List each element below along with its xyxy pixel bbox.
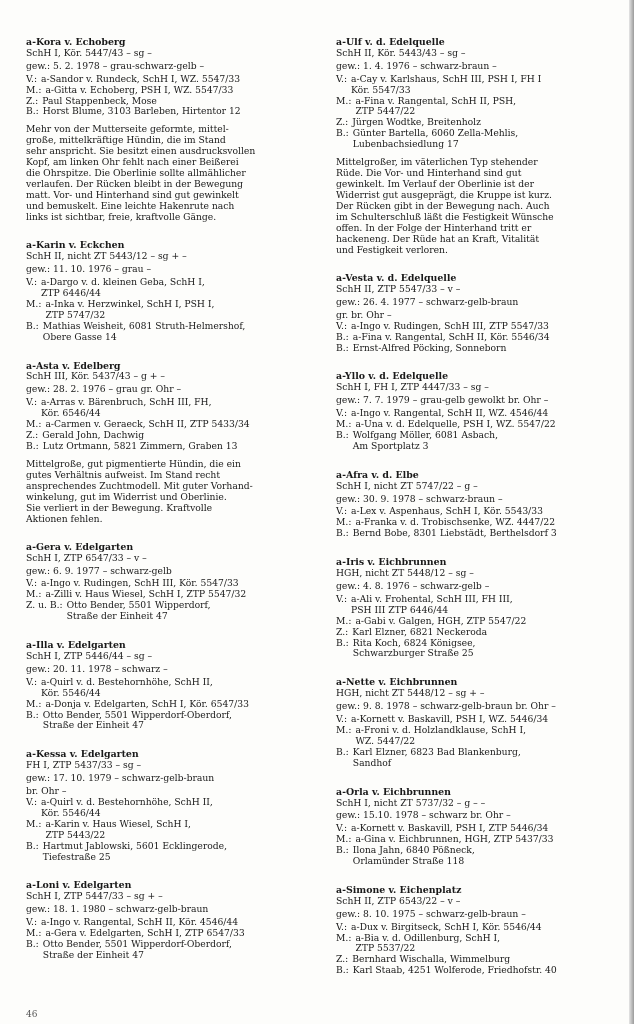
birth-color-line: gew.: 7. 7. 1979 – grau-gelb gewolkt br. Ohr – [336, 395, 549, 407]
pedigree-label: M.: [26, 419, 42, 431]
description-line: Widerrist gut ausgeprägt, die Kruppe ist kurz. [336, 190, 552, 202]
title-line: SchH I, ZTP 5447/33 – sg + – [26, 891, 163, 903]
pedigree-line: Lutz Ortmann, 5821 Zimmern, Graben 13 [42, 440, 238, 452]
dog-name: a-Vesta v. d. Edelquelle [336, 273, 457, 285]
birth-color-line: gew.: 11. 10. 1976 – grau – [26, 264, 152, 276]
pedigree-label: M.: [336, 932, 352, 944]
pedigree-line: Horst Blume, 3103 Barleben, Hirtentor 12 [42, 106, 241, 118]
pedigree-row [26, 75, 326, 86]
pedigree-line: a-Gitta v. Echoberg, PSH I, WZ. 5547/33 [45, 84, 234, 96]
description-line: Mehr von der Mutterseite geformte, mittel- [26, 124, 229, 136]
pedigree-label: B.: [336, 965, 349, 977]
dog-name: a-Kessa v. Edelgarten [26, 749, 139, 761]
pedigree-line: Otto Bender, 5501 Wipperdorf-Oberdorf, [42, 709, 232, 721]
pedigree-line: Rita Koch, 6824 Königsee, [352, 637, 476, 649]
pedigree-line: a-Kornett v. Baskavill, PSH I, ZTP 5446/34 [351, 823, 549, 835]
pedigree-label: V.: [26, 277, 38, 289]
pedigree-line: a-Dargo v. d. kleinen Geba, SchH I, [41, 277, 205, 289]
dog-entry [26, 641, 326, 732]
pedigree-line: Kör. 5546/44 [41, 687, 101, 699]
pedigree-row [26, 442, 326, 453]
description-line: matt. Vor- und Hinterhand sind gut gewinkelt [26, 190, 239, 202]
pedigree-row [336, 333, 626, 344]
dog-name: a-Ulf v. d. Edelquelle [336, 37, 445, 48]
pedigree-label: V.: [336, 593, 348, 605]
description-line: Aktionen fehlen. [26, 513, 103, 525]
pedigree-line: Günter Bartella, 6060 Zella-Mehlis, [352, 128, 519, 140]
pedigree-label: B.: [26, 840, 39, 852]
pedigree-line: Ernst-Alfred Pöcking, Sonneborn [352, 342, 507, 354]
pedigree-row [336, 322, 626, 333]
birth-color-line: gew.: 9. 8. 1978 – schwarz-gelb-braun br. Ohr – [336, 701, 556, 713]
pedigree-label: Z. u. B.: [26, 600, 63, 612]
pedigree-label: V.: [336, 506, 348, 518]
judge-description [336, 157, 626, 256]
pedigree-line: Gerald John, Dachwig [42, 429, 145, 441]
pedigree-row [336, 129, 626, 151]
dog-entry [26, 241, 326, 343]
pedigree-row [26, 842, 326, 864]
title-line: SchH I, ZTP 5446/44 – sg – [26, 651, 153, 662]
pedigree-text [43, 940, 232, 962]
title-line: SchH II, ZTP 6543/22 – v – [336, 895, 461, 907]
pedigree-line: WZ. 5447/22 [355, 735, 416, 747]
pedigree-label: Z.: [336, 117, 349, 129]
pedigree-line: Karl Elzner, 6821 Neckeroda [352, 626, 488, 638]
description-line: Mittelgroßer, im väterlichen Typ stehender [336, 157, 538, 169]
title-line: SchH III, Kör. 5437/43 – g + – [26, 371, 166, 383]
pedigree-line: a-Bia v. d. Odillenburg, SchH I, [355, 932, 501, 944]
description-line: links ist sichtbar, freie, kraftvolle Gänge. [26, 212, 217, 224]
pedigree-row [26, 711, 326, 733]
pedigree-label: M.: [336, 724, 352, 736]
pedigree-line: a-Franka v. d. Trobischsenke, WZ. 4447/22 [355, 517, 556, 529]
description-line: die Ohrspitze. Die Oberlinie sollte allmählicher [26, 168, 246, 180]
pedigree-label: M.: [26, 589, 42, 601]
pedigree-label: B.: [336, 429, 349, 441]
pedigree-label: B.: [26, 440, 39, 452]
pedigree-line: a-Ingo v. Rudingen, SchH III, ZTP 5547/33 [351, 320, 549, 332]
dog-entry [336, 274, 626, 354]
dog-name: a-Asta v. Edelberg [26, 360, 121, 372]
pedigree-text [353, 639, 476, 661]
pedigree-line: a-Fina v. Rangental, SchH II, PSH, [355, 95, 517, 107]
pedigree-line: a-Gabi v. Galgen, HGH, ZTP 5547/22 [355, 615, 527, 627]
pedigree-row [26, 86, 326, 97]
pedigree-text [41, 678, 213, 700]
page-number: 46 [26, 1010, 38, 1020]
title-line: HGH, nicht ZT 5448/12 – sg + – [336, 688, 485, 700]
pedigree-label: V.: [26, 578, 38, 590]
pedigree-line: Paul Stappenbeck, Mose [42, 95, 157, 107]
pedigree-label: B.: [336, 331, 349, 343]
birth-color-line-continued: br. Ohr – [26, 786, 67, 798]
pedigree-label: V.: [336, 714, 348, 726]
description-line: große, mittelkräftige Hündin, die im Stand [26, 135, 226, 147]
pedigree-line: Sandhof [352, 757, 392, 769]
dog-entry [26, 881, 326, 961]
pedigree-line: Schwarzburger Straße 25 [352, 648, 474, 660]
title-line: FH I, ZTP 5437/33 – sg – [26, 760, 142, 772]
dog-name: a-Iris v. Eichbrunnen [336, 557, 447, 569]
pedigree-line: Kör. 6546/44 [41, 408, 101, 420]
pedigree-line: ZTP 5447/22 [355, 106, 416, 118]
pedigree-label: M.: [336, 615, 352, 627]
title-line: SchH II, ZTP 5547/33 – v – [336, 283, 461, 295]
dog-entry [26, 38, 326, 223]
pedigree-line: Wolfgang Möller, 6081 Asbach, [352, 429, 499, 441]
pedigree-text [351, 75, 541, 97]
dog-name: a-Simone v. Eichenplatz [336, 884, 462, 896]
pedigree-line: a-Quirl v. d. Bestehornhöhe, SchH II, [41, 676, 213, 688]
pedigree-row [336, 431, 626, 453]
birth-color-line: gew.: 18. 1. 1980 – schwarz-gelb-braun [26, 904, 209, 916]
pedigree-text [353, 529, 557, 540]
pedigree-line: a-Zilli v. Haus Wiesel, SchH I, ZTP 5547/32 [45, 589, 247, 601]
pedigree-line: Hartmut Jablowski, 5601 Ecklingerode, [42, 840, 228, 852]
judge-description [26, 124, 326, 223]
birth-color-line: gew.: 26. 4. 1977 – schwarz-gelb-braun [336, 296, 519, 308]
pedigree-line: a-Kornett v. Baskavill, PSH I, WZ. 5446/34 [351, 714, 549, 726]
pedigree-line: ZTP 5443/22 [45, 829, 106, 841]
dog-entry [336, 678, 626, 769]
description-line: Sie verliert in der Bewegung. Kraftvolle [26, 502, 213, 514]
dog-entry [26, 362, 326, 525]
pedigree-line: a-Quirl v. d. Bestehornhöhe, SchH II, [41, 796, 213, 808]
pedigree-text [353, 333, 550, 344]
pedigree-line: Bernhard Wischalla, Wimmelburg [352, 954, 511, 966]
title-line: SchH II, Kör. 5443/43 – sg – [336, 47, 466, 59]
pedigree-line: a-Carmen v. Geraeck, SchH II, ZTP 5433/34 [45, 419, 250, 431]
pedigree-text [355, 726, 526, 748]
pedigree-row [336, 344, 626, 355]
dog-name: a-Kora v. Echoberg [26, 37, 126, 48]
pedigree-label: B.: [336, 845, 349, 857]
pedigree-label: V.: [336, 320, 348, 332]
pedigree-row [26, 107, 326, 118]
pedigree-label: V.: [26, 397, 38, 409]
birth-color-line: gew.: 6. 9. 1977 – schwarz-gelb [26, 565, 172, 577]
pedigree-label: B.: [336, 528, 349, 540]
pedigree-label: M.: [26, 84, 42, 96]
description-line: gutes Verhältnis aufweist. Im Stand recht [26, 469, 221, 481]
judge-description [26, 459, 326, 525]
pedigree-text [45, 700, 248, 711]
pedigree-text [353, 748, 521, 770]
pedigree-label: V.: [26, 73, 38, 85]
pedigree-text [353, 129, 518, 151]
pedigree-label: V.: [336, 408, 348, 420]
pedigree-line: a-Lex v. Aspenhaus, SchH I, Kör. 5543/33 [351, 506, 543, 518]
pedigree-label: Z.: [26, 429, 39, 441]
pedigree-row [336, 639, 626, 661]
pedigree-line: a-Karin v. Haus Wiesel, SchH I, [45, 818, 191, 830]
pedigree-row [26, 398, 326, 420]
title-line: SchH I, ZTP 6547/33 – v – [26, 552, 147, 564]
pedigree-row [336, 595, 626, 617]
pedigree-line: Straße der Einheit 47 [42, 949, 144, 961]
description-line: Der Rücken gibt in der Bewegung nach. Auch [336, 201, 550, 213]
description-line: gewinkelt. Im Verlauf der Oberlinie ist der [336, 179, 534, 191]
pedigree-line: Obere Gasse 14 [42, 331, 117, 343]
birth-color-line: gew.: 15.10. 1978 – schwarz br. Ohr – [336, 810, 511, 822]
pedigree-line: a-Ingo v. Rangental, SchH II, WZ. 4546/44 [351, 408, 549, 420]
pedigree-line: a-Fina v. Rangental, SchH II, Kör. 5546/34 [352, 331, 550, 343]
dog-entry [336, 558, 626, 660]
pedigree-text [41, 798, 213, 820]
pedigree-line: Karl Staab, 4251 Wolferode, Friedhofstr. 40 [352, 965, 557, 977]
dog-name: a-Orla v. Eichbrunnen [336, 786, 451, 798]
pedigree-text [43, 322, 246, 344]
pedigree-text [351, 923, 542, 934]
birth-color-line: gew.: 20. 11. 1978 – schwarz – [26, 663, 168, 675]
pedigree-label: B.: [336, 128, 349, 140]
page-edge-shadow [629, 0, 634, 1024]
pedigree-text [351, 595, 513, 617]
dog-name: a-Nette v. Eichbrunnen [336, 677, 458, 689]
dog-name: a-Illa v. Edelgarten [26, 640, 126, 652]
pedigree-row [336, 934, 626, 956]
description-line: sehr anspricht. Sie besitzt einen ausdrucksvollen [26, 146, 256, 158]
pedigree-row [336, 846, 626, 868]
birth-color-line: gew.: 30. 9. 1978 – schwarz-braun – [336, 493, 503, 505]
pedigree-label: V.: [26, 796, 38, 808]
pedigree-row [26, 678, 326, 700]
pedigree-label: V.: [26, 676, 38, 688]
description-line: hackeneng. Der Rüde hat an Kraft, Vitalität [336, 234, 540, 246]
pedigree-line: PSH III ZTP 6446/44 [351, 604, 449, 616]
pedigree-text [45, 820, 191, 842]
pedigree-line: a-Ingo v. Rudingen, SchH III, Kör. 5547/33 [41, 578, 239, 590]
pedigree-line: Lubenbachsiedlung 17 [352, 139, 459, 151]
pedigree-line: a-Dux v. Birgitseck, SchH I, Kör. 5546/44 [351, 921, 542, 933]
dog-name: a-Afra v. d. Elbe [336, 469, 419, 481]
pedigree-label: B.: [26, 938, 39, 950]
dog-entry [26, 750, 326, 863]
pedigree-label: M.: [336, 834, 352, 846]
pedigree-line: a-Arras v. Bärenbruch, SchH III, FH, [41, 397, 212, 409]
pedigree-label: B.: [26, 320, 39, 332]
pedigree-line: ZTP 5537/22 [355, 943, 416, 955]
pedigree-text [43, 842, 227, 864]
pedigree-label: V.: [336, 921, 348, 933]
description-line: und Festigkeit verloren. [336, 245, 448, 257]
pedigree-text [43, 442, 238, 453]
dog-entry [336, 886, 626, 977]
description-line: Rüde. Die Vor- und Hinterhand sind gut [336, 168, 522, 180]
pedigree-label: M.: [26, 298, 42, 310]
pedigree-text [353, 431, 498, 453]
pedigree-line: a-Inka v. Herzwinkel, SchH I, PSH I, [45, 298, 215, 310]
pedigree-line: Ilona Jahn, 6840 Pößneck, [352, 845, 475, 857]
description-line: verlaufen. Der Rücken bleibt in der Bewegung [26, 179, 244, 191]
description-line: im Schulterschluß läßt die Festigkeit Wünsche [336, 212, 554, 224]
pedigree-text [355, 934, 500, 956]
pedigree-line: Tiefestraße 25 [42, 851, 111, 863]
pedigree-label: B.: [336, 746, 349, 758]
pedigree-row [336, 923, 626, 934]
pedigree-text [353, 966, 557, 977]
description-line: ansprechendes Zuchtmodell. Mit guter Vorhand- [26, 480, 253, 492]
pedigree-text [355, 97, 516, 119]
right-column [336, 38, 626, 995]
dog-entry [336, 38, 626, 256]
pedigree-text [45, 86, 233, 97]
pedigree-line: a-Una v. d. Edelquelle, PSH I, WZ. 5547/22 [355, 419, 556, 431]
pedigree-label: M.: [26, 698, 42, 710]
pedigree-line: a-Donja v. Edelgarten, SchH I, Kör. 6547/33 [45, 698, 249, 710]
pedigree-text [43, 107, 241, 118]
pedigree-text [353, 344, 507, 355]
description-line: und bemuskelt. Eine leichte Hakenrute nach [26, 201, 235, 213]
pedigree-line: Kör. 5547/33 [351, 84, 411, 96]
pedigree-row [26, 940, 326, 962]
pedigree-label: B.: [26, 709, 39, 721]
pedigree-line: a-Sandor v. Rundeck, SchH I, WZ. 5547/33 [41, 73, 241, 85]
dog-name: a-Loni v. Edelgarten [26, 880, 132, 892]
pedigree-text [41, 398, 211, 420]
title-line: SchH I, FH I, ZTP 4447/33 – sg – [336, 382, 489, 394]
pedigree-line: a-Cay v. Karlshaus, SchH III, PSH I, FH I [351, 73, 542, 85]
pedigree-line: Mathias Weisheit, 6081 Struth-Helmershof, [42, 320, 246, 332]
dog-name: a-Gera v. Edelgarten [26, 541, 134, 553]
birth-color-line: gew.: 17. 10. 1979 – schwarz-gelb-braun [26, 773, 215, 785]
pedigree-label: Z.: [336, 954, 349, 966]
dog-entry [336, 372, 626, 452]
pedigree-label: B.: [26, 106, 39, 118]
pedigree-line: Straße der Einheit 47 [66, 611, 168, 623]
pedigree-text [43, 711, 232, 733]
pedigree-label: B.: [336, 637, 349, 649]
pedigree-label: B.: [336, 342, 349, 354]
birth-color-line: gew.: 8. 10. 1975 – schwarz-gelb-braun – [336, 908, 526, 920]
title-line: SchH II, nicht ZT 5443/12 – sg + – [26, 251, 187, 263]
pedigree-row [26, 322, 326, 344]
pedigree-row [26, 300, 326, 322]
birth-color-line: gew.: 28. 2. 1976 – grau gr. Ohr – [26, 384, 182, 396]
dog-entry [336, 788, 626, 868]
title-line: SchH I, Kör. 5447/43 – sg – [26, 47, 152, 59]
pedigree-line: a-Froni v. d. Holzlandklause, SchH I, [355, 724, 527, 736]
pedigree-line: Kör. 5546/44 [41, 807, 101, 819]
pedigree-text [353, 846, 475, 868]
pedigree-line: Otto Bender, 5501 Wipperdorf, [66, 600, 211, 612]
title-line: SchH I, nicht ZT 5747/22 – g – [336, 480, 478, 492]
description-line: Kopf, am linken Ohr fehlt nach einer Beißerei [26, 157, 239, 169]
pedigree-line: a-Gina v. Eichbrunnen, HGH, ZTP 5437/33 [355, 834, 554, 846]
pedigree-line: Otto Bender, 5501 Wipperdorf-Oberdorf, [42, 938, 232, 950]
pedigree-text [352, 628, 487, 639]
pedigree-label: Z.: [336, 626, 349, 638]
birth-color-line: gew.: 4. 8. 1976 – schwarz-gelb – [336, 581, 490, 592]
pedigree-row [336, 748, 626, 770]
pedigree-row [336, 75, 626, 97]
pedigree-label: V.: [336, 73, 348, 85]
description-line: offen. In der Folge der Hinterhand tritt er [336, 223, 532, 235]
title-line: HGH, nicht ZT 5448/12 – sg – [336, 568, 474, 580]
pedigree-row [336, 617, 626, 628]
pedigree-label: M.: [336, 419, 352, 431]
dog-entry [336, 471, 626, 540]
description-line: Mittelgroße, gut pigmentierte Hündin, die ein [26, 458, 241, 470]
dog-name: a-Yllo v. d. Edelquelle [336, 371, 449, 383]
pedigree-row [26, 278, 326, 300]
description-line: winkelung, gut im Widerrist und Oberlinie. [26, 491, 227, 503]
pedigree-line: a-Gera v. Edelgarten, SchH I, ZTP 6547/33 [45, 928, 245, 940]
pedigree-line: Bernd Bobe, 8301 Liebstädt, Berthelsdorf 3 [352, 528, 557, 540]
pedigree-row [336, 966, 626, 977]
pedigree-line: Straße der Einheit 47 [42, 720, 144, 732]
pedigree-line: ZTP 6446/44 [41, 287, 101, 299]
pedigree-label: M.: [26, 818, 42, 830]
birth-color-line: gew.: 5. 2. 1978 – grau-schwarz-gelb – [26, 60, 205, 72]
pedigree-row [336, 628, 626, 639]
left-column [26, 38, 326, 980]
pedigree-text [351, 322, 549, 333]
pedigree-label: Z.: [26, 95, 39, 107]
pedigree-line: ZTP 5747/32 [45, 309, 106, 321]
pedigree-row [336, 97, 626, 119]
pedigree-row [336, 726, 626, 748]
pedigree-line: Am Sportplatz 3 [352, 440, 429, 452]
pedigree-text [41, 75, 240, 86]
pedigree-line: a-Ali v. Frohental, SchH III, FH III, [351, 593, 513, 605]
dog-name: a-Karin v. Eckchen [26, 240, 125, 252]
pedigree-line: Orlamünder Straße 118 [352, 856, 465, 868]
pedigree-text [67, 601, 211, 623]
pedigree-text [45, 300, 214, 322]
pedigree-row [26, 820, 326, 842]
pedigree-row [26, 601, 326, 623]
dog-entry [26, 543, 326, 623]
title-line: SchH I, nicht ZT 5737/32 – g – – [336, 797, 486, 809]
pedigree-line: Karl Elzner, 6823 Bad Blankenburg, [352, 746, 521, 758]
pedigree-text [355, 617, 526, 628]
birth-color-line-continued: gr. br. Ohr – [336, 309, 392, 321]
pedigree-row [26, 700, 326, 711]
birth-color-line: gew.: 1. 4. 1976 – schwarz-braun – [336, 60, 497, 72]
pedigree-text [41, 278, 205, 300]
pedigree-row [26, 798, 326, 820]
pedigree-label: M.: [26, 928, 42, 940]
pedigree-label: V.: [336, 823, 348, 835]
pedigree-line: Jürgen Wodtke, Breitenholz [352, 117, 481, 129]
pedigree-label: M.: [336, 517, 352, 529]
pedigree-label: M.: [336, 95, 352, 107]
pedigree-label: V.: [26, 917, 38, 929]
pedigree-row [336, 529, 626, 540]
pedigree-line: a-Ingo v. Rangental, SchH II, Kör. 4546/44 [41, 917, 239, 929]
